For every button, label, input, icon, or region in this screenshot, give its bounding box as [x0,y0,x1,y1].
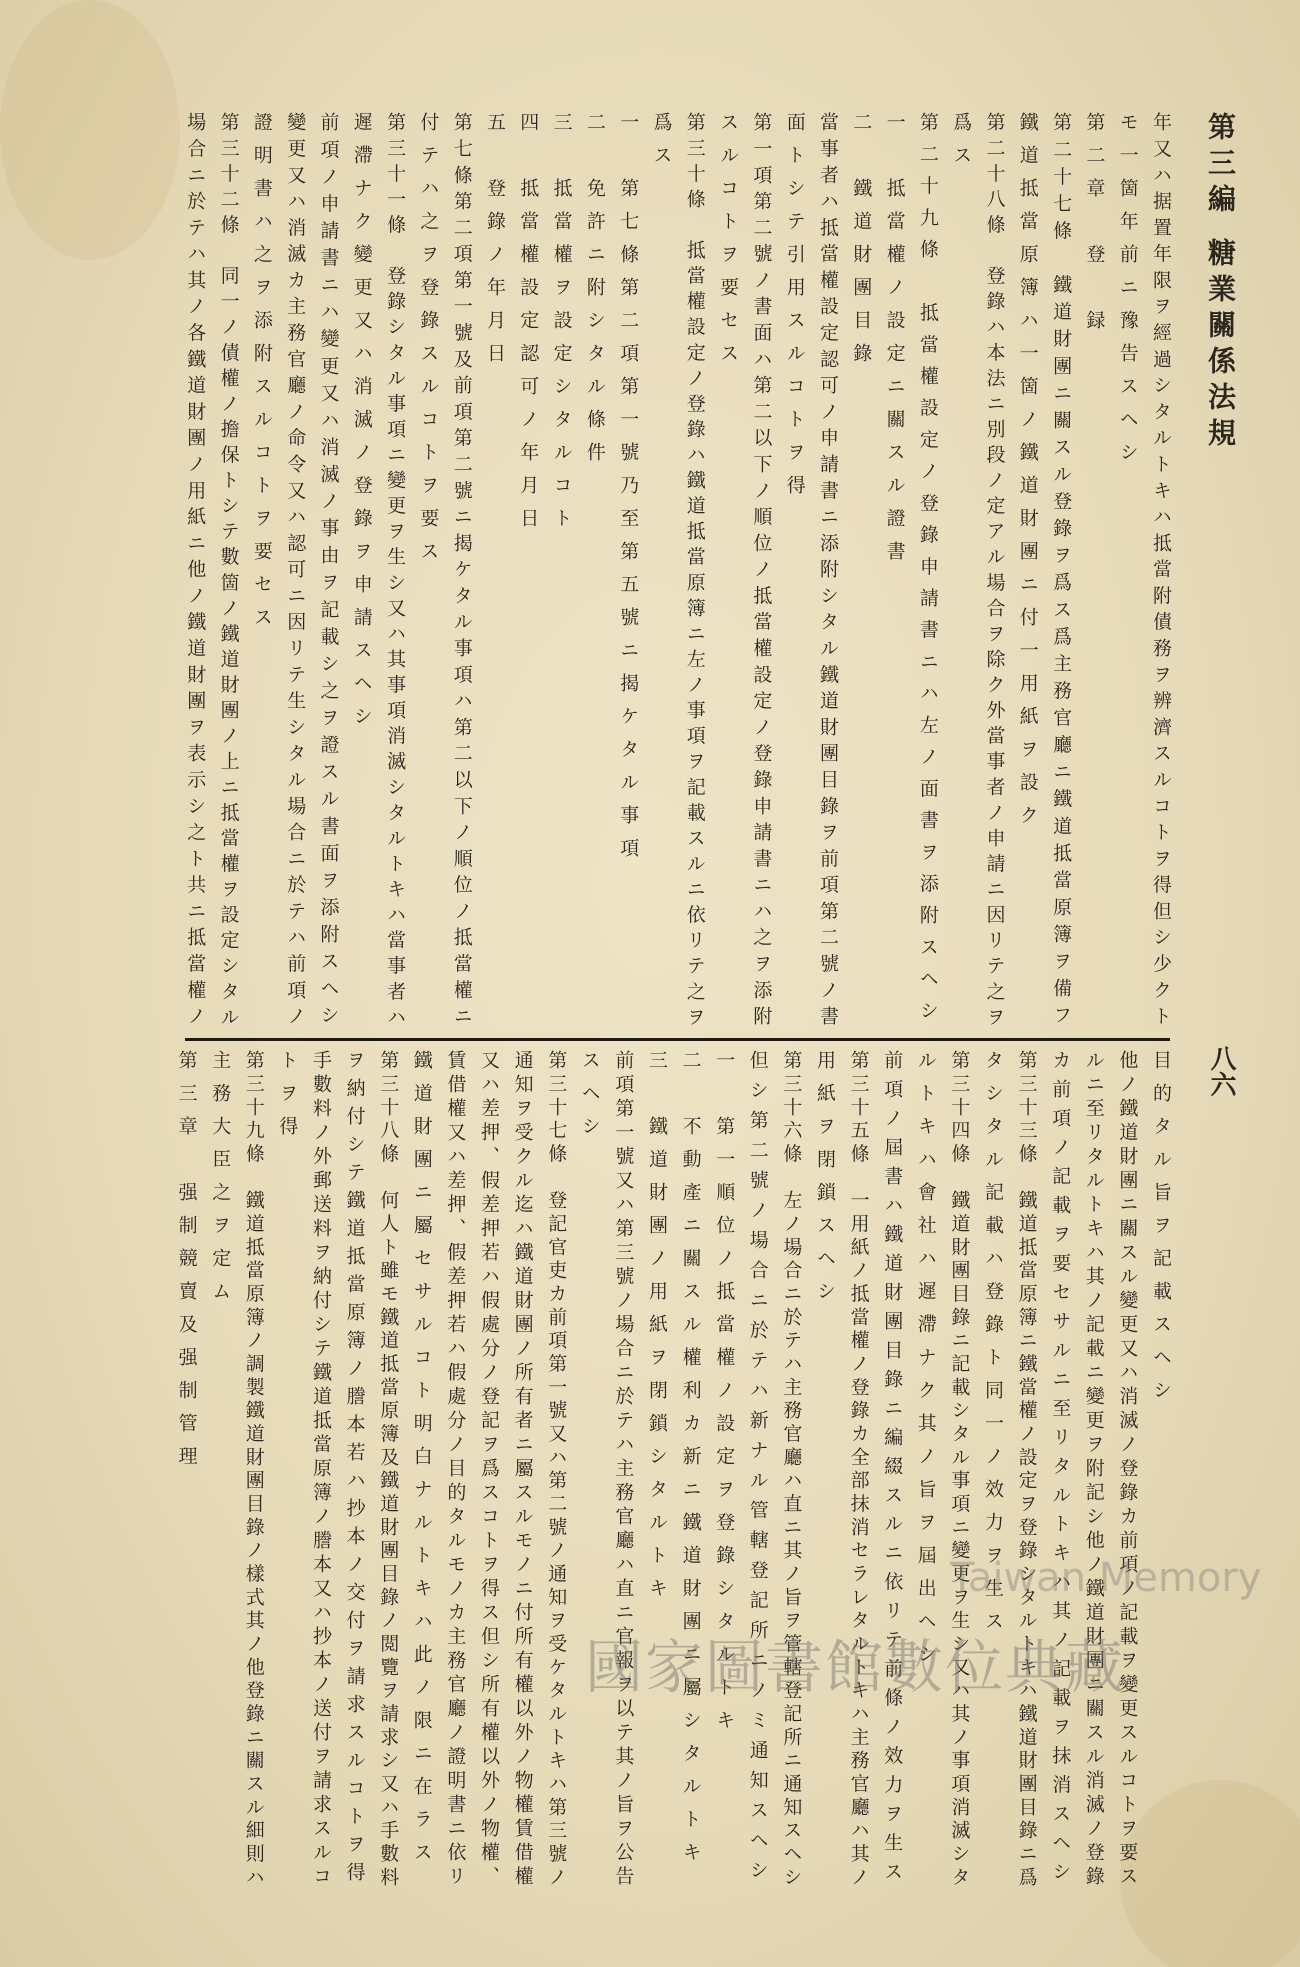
page-header: 第三編 糖業關係法規 [1204,112,1237,454]
text-column: 前項第一號又ハ第三號ノ場合ニ於テハ主務官廳ハ直ニ官報ヲ以テ其ノ旨ヲ公告 [612,1050,635,1890]
text-column: 面トシテ引用スルコトヲ得 [783,112,806,508]
text-column: 當事者ハ抵當權設定認可ノ申請書ニ添附シタル鐵道財團目錄ヲ前項第二號ノ書 [817,112,839,1033]
text-column: 二 鐵道財團目錄 [850,112,873,376]
text-column: 爲ス [650,112,673,178]
text-column: 第三十六條 左ノ場合ニ於テハ主務官廳ハ直ニ其ノ旨ヲ管轄登記所ニ通知スヘシ [780,1050,803,1890]
text-column: タシタル記載ハ登錄ト同一ノ效力ヲ生ス [982,1050,1004,1644]
text-column: 一 第七條第二項第一號乃至第五號ニ揭ケタル事項 [617,112,640,871]
text-column: スルコトヲ要セス [717,112,740,376]
text-column: モ一箇年前ニ豫告スヘシ [1116,112,1139,475]
text-column: 第三章 强制競賣及强制管理 [175,1050,198,1479]
text-column: 三 抵當權ヲ設定シタルコト [550,112,573,541]
text-column: 一 抵當權ノ設定ニ關スル證書 [883,112,906,574]
text-column: 用紙ヲ閉鎖スヘシ [814,1050,836,1314]
text-column: 年又ハ据置年限ヲ經過シタルトキハ抵當附債務ヲ辨濟スルコトヲ得但シ少クト [1150,112,1172,1033]
text-column: 又ハ差押、假差押若ハ假處分ノ登記ヲ爲スコトヲ得ス但シ所有權以外ノ物權、 [478,1050,500,1890]
text-column: 第三十一條 登錄シタル事項ニ變更ヲ生シ又ハ其事項消滅シタルトキハ當事者ハ [384,112,407,1033]
text-column: 第三十四條 鐵道財團目錄ニ記載シタル事項ニ變更ヲ生シ又ハ其ノ事項消滅シタ [948,1050,971,1890]
text-column: 第二章 登 録 [1083,112,1106,343]
text-column: 四 抵當權設定認可ノ年月日 [517,112,540,541]
text-column: 手數料ノ外郵送料ヲ納付シテ鐵道抵當原簿ノ謄本又ハ抄本ノ送付ヲ請求スルコ [310,1050,332,1890]
text-column: 第三十二條 同一ノ債權ノ擔保トシテ數箇ノ鐵道財團ノ上ニ抵當權ヲ設定シタル [217,112,240,1033]
text-column: 第三十九條 鐵道抵當原簿ノ調製鐵道財團目錄ノ樣式其ノ他登錄ニ關スル細則ハ [242,1050,265,1890]
page-number: 八六 [1206,1045,1236,1097]
text-column: ヲ納付シテ鐵道抵當原簿ノ謄本若ハ抄本ノ交付ヲ請求スルコトヲ得 [343,1050,366,1890]
text-column: 一 第一順位ノ抵當權ノ設定ヲ登錄シタルトキ [713,1050,736,1743]
text-column: 前項ノ申請書ニハ變更又ハ消滅ノ事由ヲ記載シ之ヲ證スル書面ヲ添附スヘシ [317,112,340,1033]
text-column: 付テハ之ヲ登錄スルコトヲ要ス [417,112,440,574]
text-column: 變更又ハ消滅カ主務官廳ノ命令又ハ認可ニ因リテ生シタル場合ニ於テハ前項ノ [284,112,307,1033]
text-column: 遲滯ナク變更又ハ消滅ノ登錄ヲ申請スヘシ [350,112,373,739]
text-column: 場合ニ於テハ其ノ各鐵道財團ノ用紙ニ他ノ鐵道財團ヲ表示シ之ト共ニ抵當權ノ [184,112,207,1033]
text-column: 第三十三條 鐵道抵當原簿ニ鐵當權ノ設定ヲ登錄シタルトキハ鐵道財團目錄ニ爲 [1015,1050,1038,1890]
text-column: ルニ至リタルトキハ其ノ記載ニ變更ヲ附記シ他ノ鐵道財團ニ關スル消滅ノ登錄 [1082,1050,1105,1890]
text-column: 第三十八條 何人ト雖モ鐵道抵當原簿及鐵道財團目錄ノ閲覽ヲ請求シ又ハ手數料 [377,1050,400,1890]
text-column: 目的タル旨ヲ記載スヘシ [1150,1050,1172,1413]
text-column: 前項ノ屆書ハ鐵道財團目錄ニ編綴スルニ依リテ前條ノ效力ヲ生ス [881,1050,904,1891]
text-column: 第二十九條 抵當權設定ノ登錄申請書ニハ左ノ面書ヲ添附スヘシ [916,112,939,1032]
text-column: 五 登錄ノ年月日 [484,112,506,376]
text-column: 第三十條 抵當權設定ノ登錄ハ鐵道抵當原簿ニ左ノ事項ヲ記載スルニ依リテ之ヲ [683,112,706,1033]
text-column: 鐵道抵當原簿ハ一箇ノ鐵道財團ニ付一用紙ヲ設ク [1016,112,1039,838]
library-watermark: 國家圖書館數位典藏 [585,1633,1126,1701]
text-column: 第一項第二號ノ書面ハ第二以下ノ順位ノ抵當權設定ノ登錄申請書ニハ之ヲ添附 [750,112,773,1033]
text-column: 他ノ鐵道財團ニ關スル變更又ハ消滅ノ登錄カ前項ノ記載ヲ變更スルコトヲ要ス [1116,1050,1139,1890]
text-column: 證明書ハ之ヲ添附スルコトヲ要セス [250,112,273,640]
section-divider [185,1038,1170,1041]
text-column: トヲ得 [276,1050,299,1149]
text-column: 第二十七條 鐵道財團ニ關スル登錄ヲ爲ス爲主務官廳ニ鐵道抵當原簿ヲ備フ [1050,112,1073,1033]
text-column: 第七條第二項第一號及前項第二號ニ揭ケタル事項ハ第二以下ノ順位ノ抵當權ニ [450,112,473,1033]
text-column: 第二十八條 登錄ハ本法ニ別段ノ定アル場合ヲ除ク外當事者ノ申請ニ因リテ之ヲ [983,112,1006,1033]
text-column: 主務大臣之ヲ定ム [209,1050,232,1314]
text-column: 第三十五條 一用紙ノ抵當權ノ登錄カ全部抹消セラレタルトキハ主務官廳ハ其ノ [847,1050,870,1890]
text-column: カ前項ノ記載ヲ要セサルニ至リタルトキハ其ノ記載ヲ抹消スヘシ [1049,1050,1072,1891]
text-column: スヘシ [578,1050,601,1149]
text-column: 爲ス [950,112,973,178]
text-column: ルトキハ會社ハ遲滯ナク其ノ旨ヲ屆出ヘシ [914,1050,937,1677]
text-column: 鐵道財團ニ屬セサルコト明白ナルトキハ此ノ限ニ在ラス [410,1050,433,1875]
text-column: 通知ヲ受クル迄ハ鐵道財團ノ所有者ニ屬スルモノニ付所有權以外ノ物權賃借權 [511,1050,534,1890]
text-column: 二 免許ニ附シタル條件 [583,112,606,475]
text-column: 賃借權又ハ差押、假差押若ハ假處分ノ目的タルモノカ主務官廳ノ證明書ニ依リ [444,1050,467,1890]
text-column: 二 不動產ニ關スル權利カ新ニ鐵道財團ニ屬シタルトキ [679,1050,702,1875]
text-column: 三 鐵道財團ノ用紙ヲ閉鎖シタルトキ [646,1050,668,1611]
text-column: 但シ第二號ノ場合ニ於テハ新ナル管轄登記所ニノミ通知スヘシ [746,1050,769,1890]
watermark-english: Taiwan Memory [950,1555,1262,1601]
paper-stain [0,0,180,260]
text-column: 第三十七條 登記官吏カ前項第一號又ハ第二號ノ通知ヲ受ケタルトキハ第三號ノ [545,1050,568,1890]
